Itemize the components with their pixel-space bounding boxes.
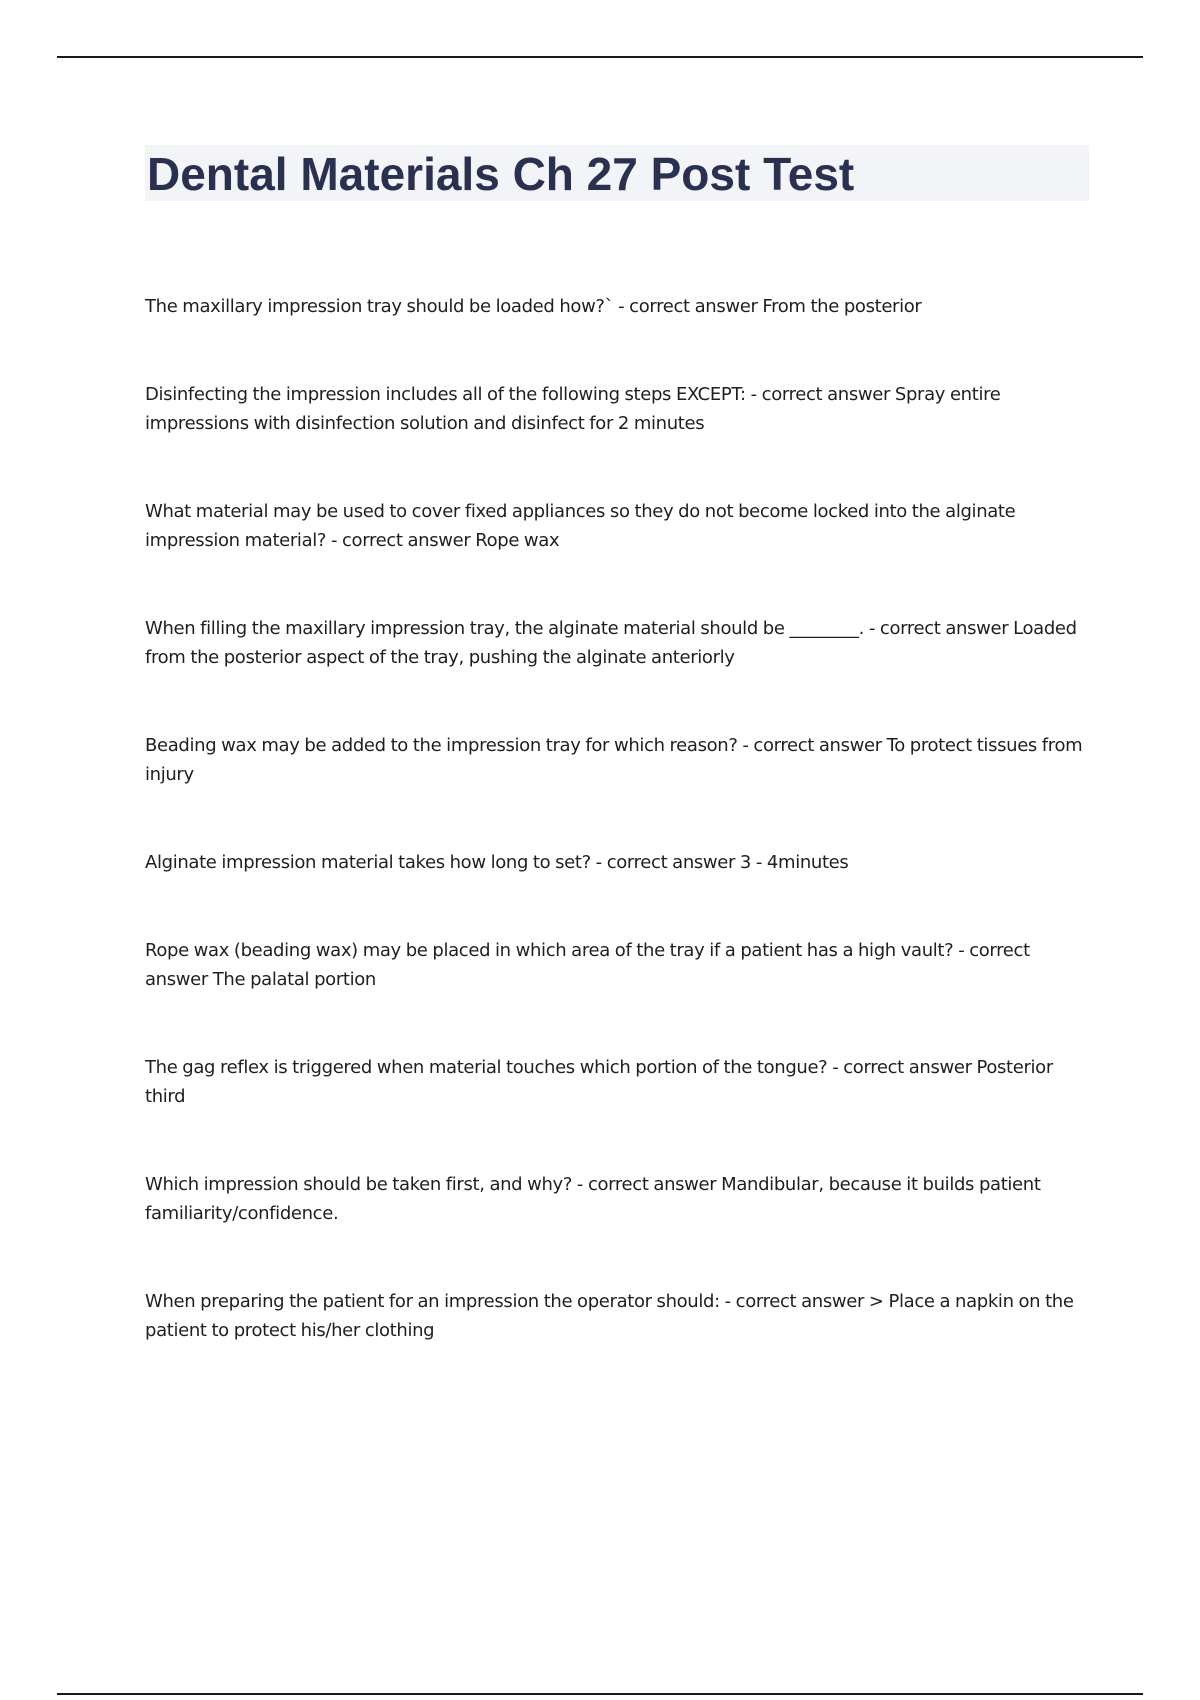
top-rule: [57, 56, 1143, 58]
bottom-rule: [57, 1693, 1143, 1695]
question-item-2: Disinfecting the impression includes all of the following steps EXCEPT: - correct answer Spray entire impressions with disinfection solution and disinfect for 2 minutes: [145, 384, 1001, 434]
question-item-9: Which impression should be taken first, and why? - correct answer Mandibular, because it builds patient familiarity/confidence.: [145, 1174, 1041, 1224]
document-title: Dental Materials Ch 27 Post Test: [147, 148, 855, 200]
question-item-10: When preparing the patient for an impression the operator should: - correct answer > Place a napkin on the patient to protect his/her clothing: [145, 1291, 1074, 1341]
question-item-8: The gag reflex is triggered when material touches which portion of the tongue? - correct answer Posterior third: [145, 1057, 1053, 1107]
question-item-5: Beading wax may be added to the impression tray for which reason? - correct answer To protect tissues from injury: [145, 735, 1083, 785]
question-item-6: Alginate impression material takes how long to set? - correct answer 3 - 4minutes: [145, 852, 849, 873]
question-item-7: Rope wax (beading wax) may be placed in which area of the tray if a patient has a high vault? - correct answer The palatal portion: [145, 940, 1030, 990]
question-item-3: What material may be used to cover fixed appliances so they do not become locked into the alginate impression material? - correct answer Rope wax: [145, 501, 1016, 551]
question-item-1: The maxillary impression tray should be loaded how?` - correct answer From the posterior: [145, 296, 922, 317]
question-item-4: When filling the maxillary impression tray, the alginate material should be ________. - correct answer Loaded from the posterior aspect of the tray, pushing the alginate anteriorly: [145, 618, 1077, 668]
question-list: [145, 292, 1085, 1404]
